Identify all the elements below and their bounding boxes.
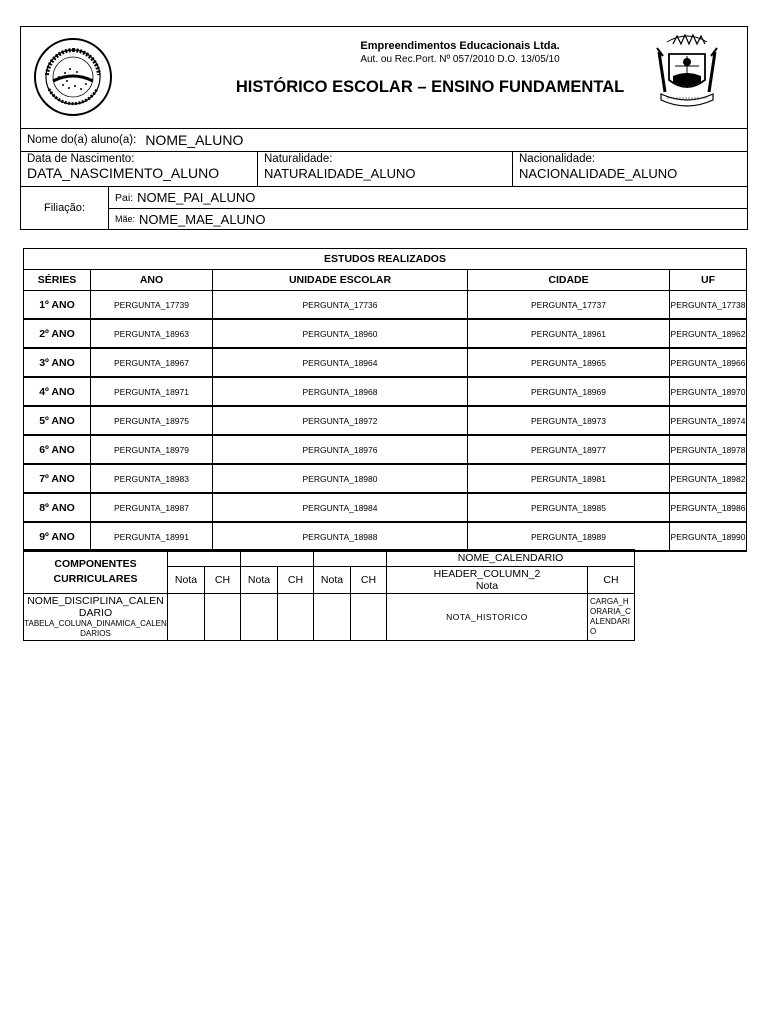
series-cell: 2º ANO	[24, 319, 91, 348]
uf-cell: PERGUNTA_18986	[670, 493, 747, 522]
nota-historico-cell: NOTA_HISTORICO	[387, 594, 588, 641]
uf-cell: PERGUNTA_17738	[670, 291, 747, 320]
hours-cell	[205, 594, 241, 641]
series-cell: 4º ANO	[24, 377, 91, 406]
carga-horaria-cell: CARGA_HORARIA_CALENDARIO	[588, 594, 635, 641]
ch-header: CH	[205, 567, 241, 594]
student-name-value: NOME_ALUNO	[145, 132, 244, 148]
filiation-cell	[20, 186, 109, 230]
grade-cell	[241, 594, 278, 641]
table-row	[24, 319, 747, 348]
grades-table	[23, 549, 635, 641]
ch-header: CH	[278, 567, 314, 594]
document-title: HISTÓRICO ESCOLAR – ENSINO FUNDAMENTAL	[235, 78, 625, 96]
table-row	[24, 377, 747, 406]
brazil-seal-icon	[33, 37, 113, 117]
uf-cell: PERGUNTA_18962	[670, 319, 747, 348]
table-row	[24, 348, 747, 377]
grade-cell	[168, 594, 205, 641]
student-name-row	[20, 128, 748, 152]
series-cell: 6º ANO	[24, 435, 91, 464]
series-cell: 7º ANO	[24, 464, 91, 493]
series-cell: 9º ANO	[24, 522, 91, 551]
year-cell: PERGUNTA_18975	[91, 406, 213, 435]
uf-cell: PERGUNTA_18978	[670, 435, 747, 464]
city-cell: PERGUNTA_18981	[468, 464, 670, 493]
discipline-cell	[24, 594, 168, 641]
nota-header: Nota	[314, 567, 351, 594]
school-unit-cell: PERGUNTA_18976	[213, 435, 468, 464]
table-row	[24, 493, 747, 522]
authorization-text: Aut. ou Rec.Port. Nº 057/2010 D.O. 13/05/10	[360, 54, 560, 65]
discipline-name: NOME_DISCIPLINA_CALENDARIO	[27, 595, 164, 619]
header-year: ANO	[91, 270, 213, 291]
city-cell: PERGUNTA_18965	[468, 348, 670, 377]
school-unit-cell: PERGUNTA_18984	[213, 493, 468, 522]
header-uf: UF	[670, 270, 747, 291]
nationality-value: NACIONALIDADE_ALUNO	[519, 166, 678, 181]
header-city: CIDADE	[468, 270, 670, 291]
father-row	[108, 186, 748, 209]
year-cell: PERGUNTA_18967	[91, 348, 213, 377]
series-cell: 3º ANO	[24, 348, 91, 377]
city-cell: PERGUNTA_18961	[468, 319, 670, 348]
series-cell: 8º ANO	[24, 493, 91, 522]
uf-cell: PERGUNTA_18970	[670, 377, 747, 406]
ch-header: CH	[351, 567, 387, 594]
mother-value: NOME_MAE_ALUNO	[139, 211, 266, 227]
birth-date-cell	[20, 151, 258, 187]
company-name: Empreendimentos Educacionais Ltda.	[360, 40, 560, 52]
year-cell: PERGUNTA_18963	[91, 319, 213, 348]
father-value: NOME_PAI_ALUNO	[137, 190, 256, 205]
table-row	[24, 291, 747, 320]
year-cell: PERGUNTA_18971	[91, 377, 213, 406]
school-unit-cell: PERGUNTA_18972	[213, 406, 468, 435]
birth-date-value: DATA_NASCIMENTO_ALUNO	[27, 165, 220, 181]
grade-cell	[314, 594, 351, 641]
mother-label: Mãe:	[115, 214, 136, 224]
uf-cell: PERGUNTA_18990	[670, 522, 747, 551]
birth-date-label: Data de Nascimento:	[27, 153, 135, 165]
nationality-label: Nacionalidade:	[519, 153, 596, 165]
city-cell: PERGUNTA_17737	[468, 291, 670, 320]
nationality-cell	[512, 151, 748, 187]
series-cell: 1º ANO	[24, 291, 91, 320]
hours-cell	[351, 594, 387, 641]
bahia-coat-of-arms-icon	[653, 32, 721, 112]
header-school-unit: UNIDADE ESCOLAR	[213, 270, 468, 291]
year-cell: PERGUNTA_17739	[91, 291, 213, 320]
school-unit-cell: PERGUNTA_18964	[213, 348, 468, 377]
period-2-header	[241, 550, 314, 567]
city-cell: PERGUNTA_18973	[468, 406, 670, 435]
school-unit-cell: PERGUNTA_18960	[213, 319, 468, 348]
school-unit-cell: PERGUNTA_17736	[213, 291, 468, 320]
naturality-label: Naturalidade:	[264, 153, 333, 165]
city-cell: PERGUNTA_18977	[468, 435, 670, 464]
school-unit-cell: PERGUNTA_18980	[213, 464, 468, 493]
school-unit-cell: PERGUNTA_18968	[213, 377, 468, 406]
year-cell: PERGUNTA_18983	[91, 464, 213, 493]
table-row	[24, 522, 747, 551]
header-series: SÉRIES	[24, 270, 91, 291]
naturality-value: NATURALIDADE_ALUNO	[264, 166, 416, 181]
year-cell: PERGUNTA_18979	[91, 435, 213, 464]
hours-cell	[278, 594, 314, 641]
table-row	[24, 464, 747, 493]
father-label: Pai:	[115, 191, 134, 204]
city-cell: PERGUNTA_18989	[468, 522, 670, 551]
nota-header: Nota	[241, 567, 278, 594]
components-header: COMPONENTES CURRICULARES	[24, 550, 168, 594]
studies-caption-row	[24, 249, 747, 270]
mother-row	[108, 208, 748, 230]
year-cell: PERGUNTA_18991	[91, 522, 213, 551]
dynamic-column-label: TABELA_COLUNA_DINAMICA_CALENDARIOS	[24, 619, 167, 638]
filiation-label: Filiação:	[44, 202, 85, 214]
calendar-name-header: NOME_CALENDARIO	[387, 550, 635, 567]
nota-header: Nota	[475, 580, 499, 592]
grades-header-row-1	[24, 550, 635, 567]
studies-table	[23, 248, 747, 552]
table-row	[24, 435, 747, 464]
naturality-cell	[257, 151, 513, 187]
uf-cell: PERGUNTA_18966	[670, 348, 747, 377]
city-cell: PERGUNTA_18969	[468, 377, 670, 406]
period-3-header	[314, 550, 387, 567]
series-cell: 5º ANO	[24, 406, 91, 435]
grades-data-row	[24, 594, 635, 641]
studies-caption: ESTUDOS REALIZADOS	[24, 249, 747, 270]
studies-header-row	[24, 270, 747, 291]
year-cell: PERGUNTA_18987	[91, 493, 213, 522]
header-column-2-cell	[387, 567, 588, 594]
student-name-label: Nome do(a) aluno(a):	[27, 134, 137, 146]
city-cell: PERGUNTA_18985	[468, 493, 670, 522]
school-unit-cell: PERGUNTA_18988	[213, 522, 468, 551]
header-column-2-label: HEADER_COLUMN_2	[433, 568, 541, 580]
ch-header: CH	[588, 567, 635, 594]
table-row	[24, 406, 747, 435]
period-1-header	[168, 550, 241, 567]
nota-header: Nota	[168, 567, 205, 594]
uf-cell: PERGUNTA_18982	[670, 464, 747, 493]
uf-cell: PERGUNTA_18974	[670, 406, 747, 435]
